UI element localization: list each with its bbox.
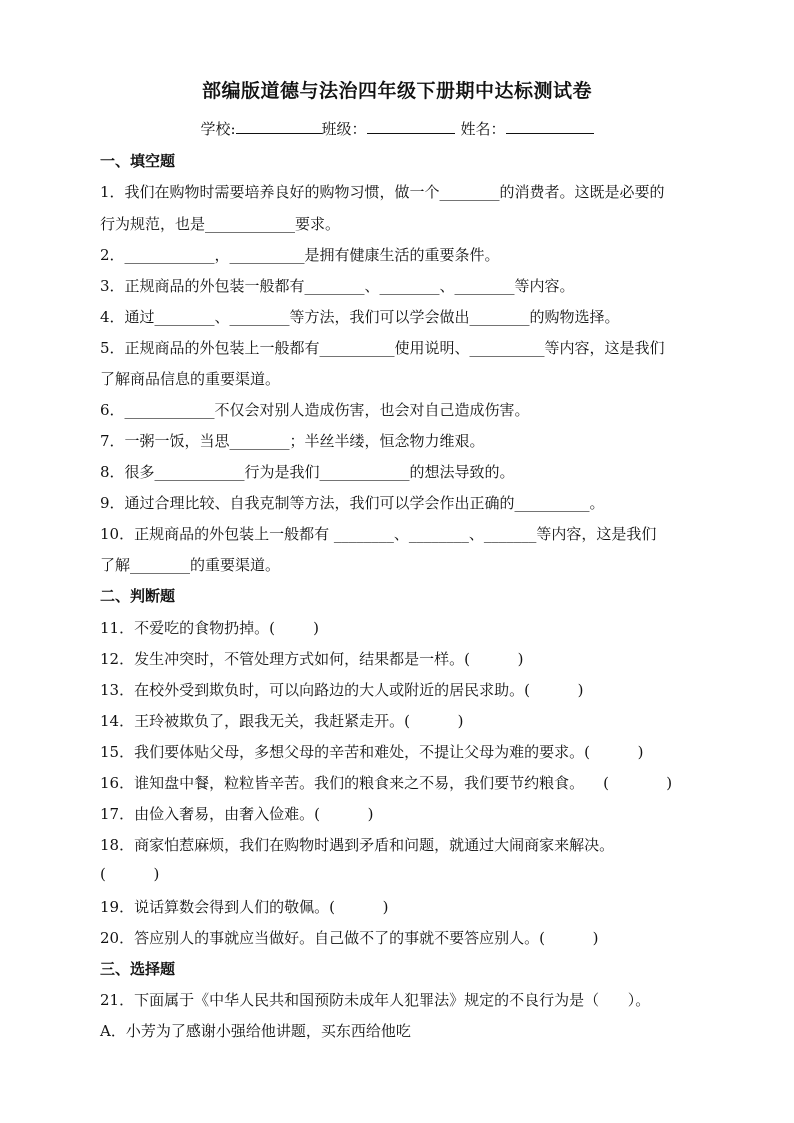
question-20: 20．答应别人的事就应当做好。自己做不了的事就不要答应别人。( ) xyxy=(100,929,599,947)
section-fill-heading: 一、填空题 xyxy=(100,152,176,170)
question-14: 14．王玲被欺负了，跟我无关，我赶紧走开。( ) xyxy=(100,712,464,730)
question-17: 17．由俭入奢易，由奢入俭难。( ) xyxy=(100,805,374,823)
name-label: 姓名： xyxy=(460,120,506,138)
question-16: 16．谁知盘中餐，粒粒皆辛苦。我们的粮食来之不易，我们要节约粮食。 ( ) xyxy=(100,774,673,792)
question-10-line-2: 了解________的重要渠道。 xyxy=(100,556,281,574)
question-5-line-2: 了解商品信息的重要渠道。 xyxy=(100,370,281,388)
question-6: 6．____________不仅会对别人造成伤害，也会对自己造成伤害。 xyxy=(100,401,530,419)
question-21: 21．下面属于《中华人民共和国预防未成年人犯罪法》规定的不良行为是（ ）。 xyxy=(100,991,651,1009)
class-label: 班级： xyxy=(321,120,367,138)
question-3: 3．正规商品的外包装一般都有________、________、________等内容。 xyxy=(100,277,575,295)
student-info-line xyxy=(0,118,794,139)
question-5-line-1: 5．正规商品的外包装上一般都有__________使用说明、__________等内容，这是我们 xyxy=(100,339,665,357)
question-8: 8．很多____________行为是我们____________的想法导致的。 xyxy=(100,463,515,481)
page-title: 部编版道德与法治四年级下册期中达标测试卷 xyxy=(201,80,592,102)
question-1-line-2: 行为规范，也是____________要求。 xyxy=(100,215,341,233)
question-9: 9．通过合理比较、自我克制等方法，我们可以学会作出正确的__________。 xyxy=(100,494,605,512)
name-blank xyxy=(506,119,594,134)
section-judge-heading: 二、判断题 xyxy=(100,587,176,605)
question-19: 19．说话算数会得到人们的敬佩。( ) xyxy=(100,898,389,916)
section-choice-heading: 三、选择题 xyxy=(100,960,176,978)
school-label: 学校: xyxy=(200,120,236,138)
question-21-option-a: A．小芳为了感谢小强给他讲题，买东西给他吃 xyxy=(100,1022,411,1040)
class-blank xyxy=(367,119,455,134)
question-15: 15．我们要体贴父母，多想父母的辛苦和难处，不提让父母为难的要求。( ) xyxy=(100,743,644,761)
question-2: 2．____________，__________是拥有健康生活的重要条件。 xyxy=(100,246,500,264)
question-1-line-1: 1．我们在购物时需要培养良好的购物习惯，做一个________的消费者。这既是必要的 xyxy=(100,183,665,201)
question-10-line-1: 10．正规商品的外包装上一般都有 ________、________、_______等内容，这是我们 xyxy=(100,525,657,543)
question-4: 4．通过________、________等方法，我们可以学会做出________的购物选择。 xyxy=(100,308,620,326)
question-12: 12．发生冲突时，不管处理方式如何，结果都是一样。( ) xyxy=(100,650,524,668)
question-18-line-2: ( ) xyxy=(100,865,160,883)
question-13: 13．在校外受到欺负时，可以向路边的大人或附近的居民求助。( ) xyxy=(100,681,584,699)
question-11: 11．不爱吃的食物扔掉。( ) xyxy=(100,619,319,637)
question-7: 7．一粥一饭，当思________；半丝半缕，恒念物力维艰。 xyxy=(100,432,485,450)
school-blank xyxy=(236,119,322,134)
question-18-line-1: 18．商家怕惹麻烦，我们在购物时遇到矛盾和问题，就通过大闹商家来解决。 xyxy=(100,836,615,854)
